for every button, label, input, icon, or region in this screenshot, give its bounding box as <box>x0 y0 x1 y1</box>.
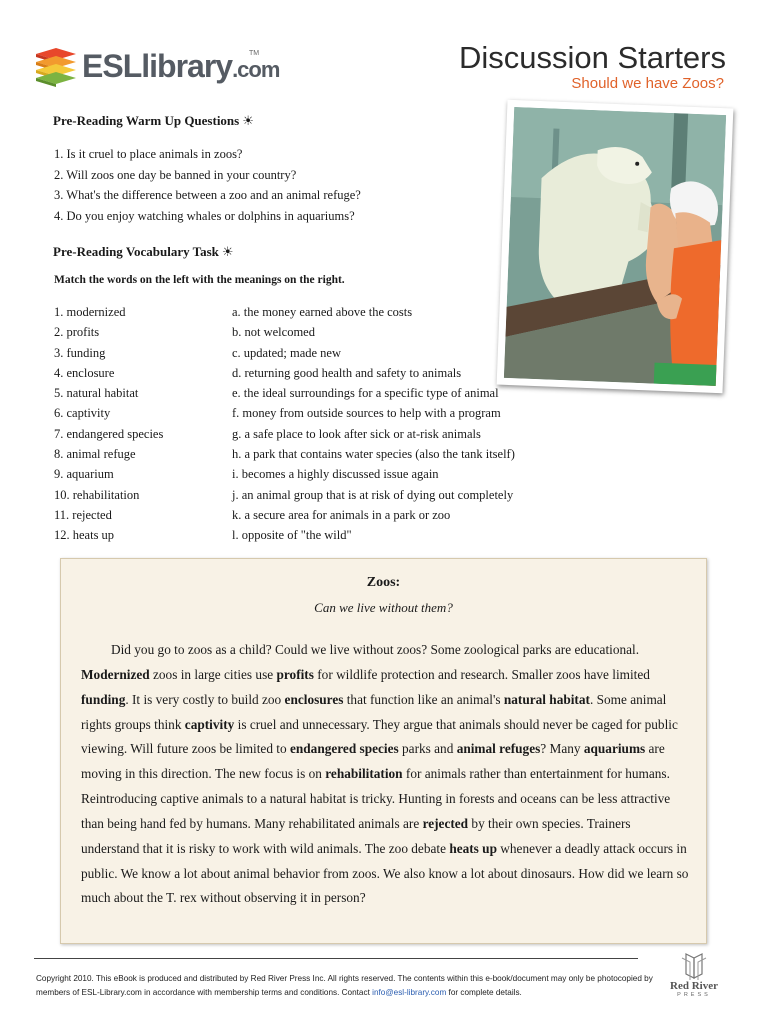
vocab-term-highlight: animal refuges <box>456 741 541 757</box>
vocab-word: 11. rejected <box>54 507 112 522</box>
warmup-question: 3. What's the difference between a zoo and an animal refuge? <box>54 188 361 202</box>
reading-text: for wildlife protection and research. Smaller zoos have limited <box>313 666 650 682</box>
vocab-term-highlight: rejected <box>422 815 469 831</box>
warmup-question: 2. Will zoos one day be banned in your country? <box>54 167 297 182</box>
book-stack-icon <box>34 46 78 90</box>
logo-wordmark: ESLlibrary.com <box>82 48 280 84</box>
vocab-term-highlight: rehabilitation <box>325 766 403 782</box>
vocab-term-highlight: profits <box>276 666 314 682</box>
vocab-term-highlight: aquariums <box>583 741 646 757</box>
vocab-word: 6. captivity <box>54 406 111 421</box>
reading-title: Zoos: <box>366 575 401 590</box>
vocab-word: 10. rehabilitation <box>54 487 140 502</box>
vocab-definition: k. a secure area for animals in a park or zoo <box>232 507 451 522</box>
vocab-definition: h. a park that contains water species (also the tank itself) <box>232 447 515 462</box>
vocab-word: 5. natural habitat <box>54 386 139 401</box>
vocab-definition: e. the ideal surroundings for a specific type of animal <box>232 386 499 401</box>
vocab-term-highlight: Modernized <box>81 666 150 682</box>
page-title: Discussion Starters <box>458 40 726 75</box>
warmup-heading: Pre-Reading Warm Up Questions ☀ <box>53 113 254 128</box>
vocab-word: 8. animal refuge <box>54 447 136 462</box>
vocab-word: 3. funding <box>54 345 106 360</box>
publisher-name: Red River <box>670 980 718 992</box>
polar-bear-boy-illustration <box>497 100 734 393</box>
reading-text: are moving in this direction. The new focus is on <box>81 741 665 782</box>
reading-body <box>81 638 691 911</box>
warmup-question: 4. Do you enjoy watching whales or dolphins in aquariums? <box>54 208 355 223</box>
vocab-term-highlight: funding <box>81 691 126 707</box>
vocab-definition: j. an animal group that is at risk of dying out completely <box>232 487 514 502</box>
reading-subtitle: Can we live without them? <box>314 600 453 615</box>
vocab-definition: b. not welcomed <box>232 325 315 340</box>
reading-text: . It is very costly to build zoo <box>125 691 285 707</box>
warmup-question: 1. Is it cruel to place animals in zoos? <box>54 147 243 161</box>
vocab-word: 7. endangered species <box>54 426 164 441</box>
reading-text: for animals rather than entertainment for humans. Reintroducing captive animals to a natural habitat is tricky. Hunting in forests and oceans can be less attractive than being hand fed by humans. Many rehabilitated animals are <box>81 766 671 831</box>
open-book-icon <box>664 950 724 980</box>
warmup-question-list <box>54 144 361 226</box>
reading-text: that function like an animal's <box>343 691 504 707</box>
footer-copyright: Copyright 2010. This eBook is produced and distributed by Red River Press Inc. All rights reserved. The contents within this e-book/document may only be photocopied by members of ESL-Library.com in accordance with membership terms and conditions. Contact info@esl-library.com for complete details. <box>36 974 653 997</box>
reading-text: by their own species. Trainers understand that it is risky to work with wild animals. The zoo debate <box>81 815 631 856</box>
vocab-definition: c. updated; made new <box>232 345 341 360</box>
vocab-heading: Pre-Reading Vocabulary Task ☀ <box>53 244 234 259</box>
vocab-term-highlight: endangered species <box>289 741 399 757</box>
red-river-press-logo <box>664 950 724 1002</box>
reading-text: whenever a deadly attack occurs in public. We know a lot about animal behavior from zoos. We also know a lot about dinosaurs. How did we learn so much about the T. rex without observing it in person? <box>81 840 689 906</box>
footer-divider <box>34 958 638 959</box>
vocab-definition: d. returning good health and safety to animals <box>232 365 462 380</box>
publisher-sub: PRESS <box>677 992 711 998</box>
esl-library-logo <box>34 44 280 94</box>
vocab-definition: f. money from outside sources to help with a program <box>232 406 501 421</box>
page-subtitle: Should we have Zoos? <box>571 75 724 92</box>
reading-text: ? Many <box>540 741 584 757</box>
reading-text: is cruel and unnecessary. They argue that animals should never be caged for public viewing. Will future zoos be limited to <box>81 716 678 757</box>
vocab-term-highlight: natural habitat <box>503 691 590 707</box>
reading-text: zoos in large cities use <box>149 666 277 682</box>
vocab-word: 9. aquarium <box>54 467 114 482</box>
contact-email-link[interactable]: info@esl-library.com <box>372 988 447 997</box>
vocab-word: 12. heats up <box>54 528 115 543</box>
vocab-term-highlight: heats up <box>449 840 497 856</box>
reading-passage-box <box>60 558 707 944</box>
vocab-definition: g. a safe place to look after sick or at-risk animals <box>232 426 481 441</box>
reading-text: . Some animal rights groups think <box>81 691 667 732</box>
vocab-definition: i. becomes a highly discussed issue again <box>232 467 439 482</box>
vocab-definition: a. the money earned above the costs <box>232 305 413 319</box>
reading-text: parks and <box>398 741 457 757</box>
vocab-word: 2. profits <box>54 325 100 340</box>
sun-icon: ☀ <box>242 113 254 128</box>
vocab-term-highlight: captivity <box>184 716 235 732</box>
sun-icon: ☀ <box>221 244 234 259</box>
trademark-mark: TM <box>249 50 260 57</box>
vocab-instructions: Match the words on the left with the meanings on the right. <box>54 274 345 286</box>
vocab-word: 1. modernized <box>54 305 126 319</box>
reading-paragraph <box>81 638 691 911</box>
vocab-definition: l. opposite of "the wild" <box>232 528 352 543</box>
vocab-term-highlight: enclosures <box>284 691 344 707</box>
vocab-word: 4. enclosure <box>54 365 115 380</box>
reading-text: Did you go to zoos as a child? Could we live without zoos? Some zoological parks are educational. <box>111 642 640 657</box>
